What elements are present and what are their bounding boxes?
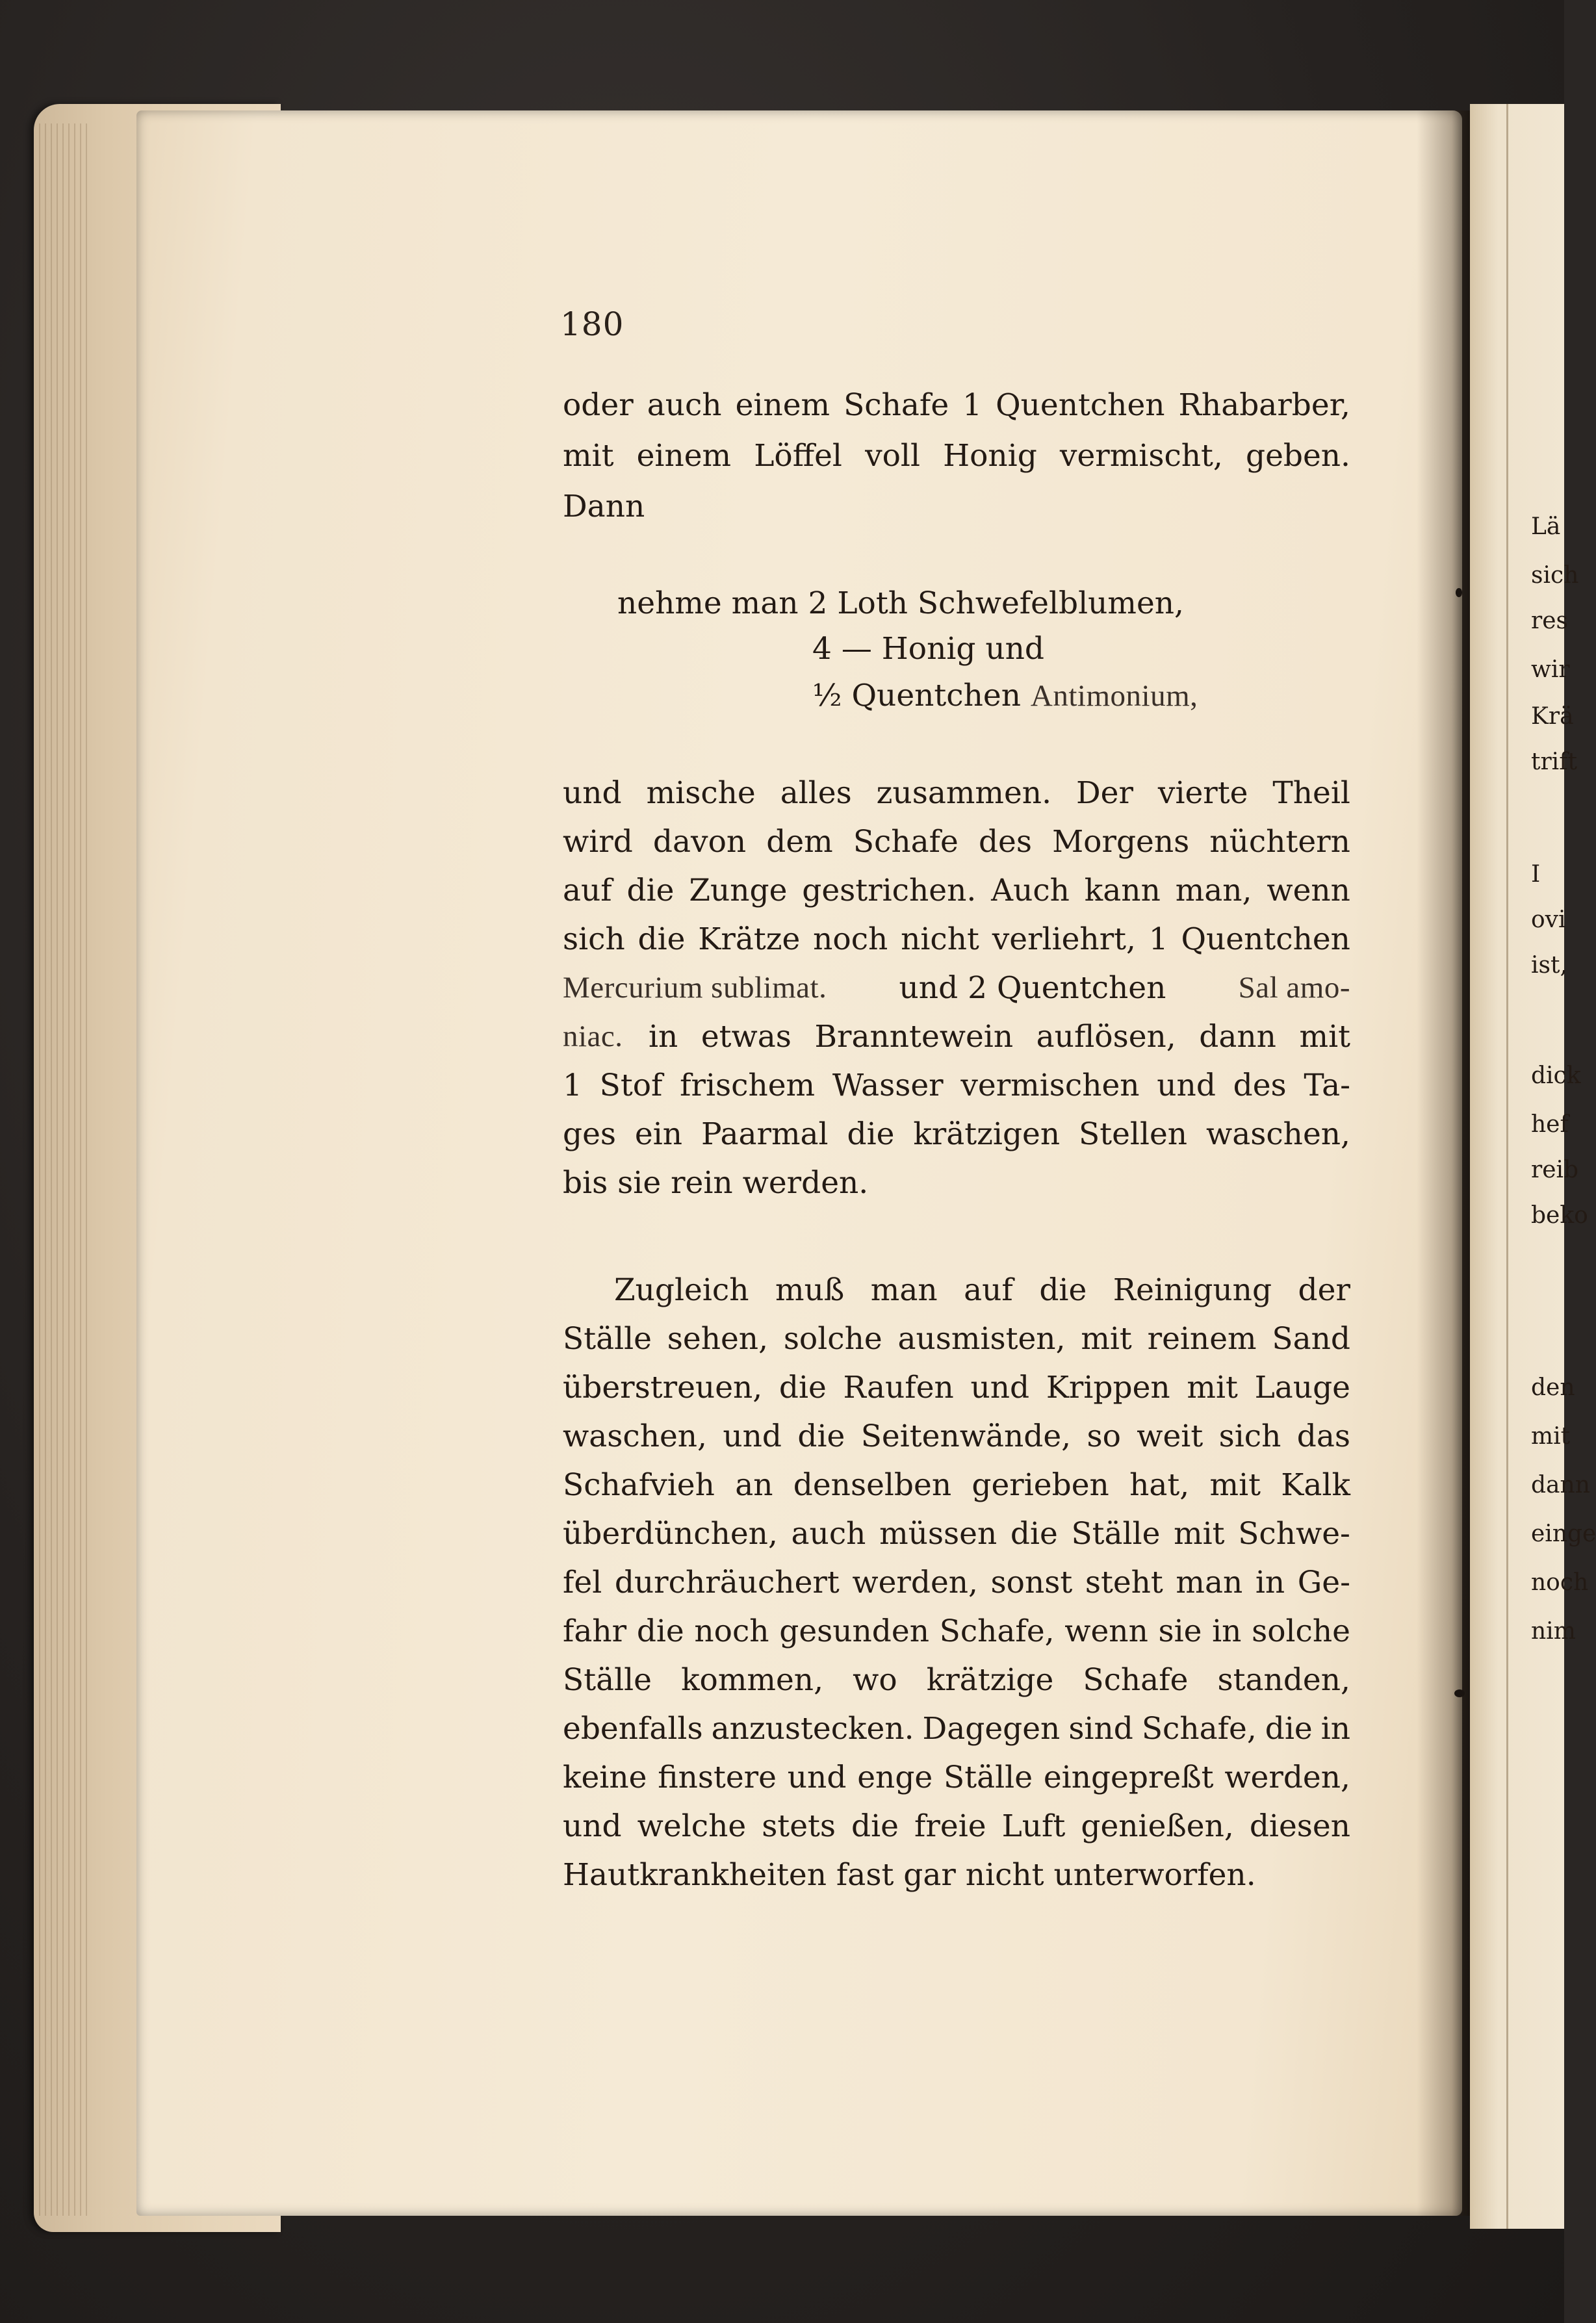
word: ebenfalls (563, 1711, 703, 1747)
word: dem (766, 824, 833, 860)
recipe-text: Quentchen (851, 678, 1021, 713)
word: Theil (1272, 775, 1350, 811)
word: Luft (1001, 1808, 1066, 1844)
word: mit (563, 438, 614, 474)
word: sich (563, 921, 625, 957)
word: die (851, 1808, 899, 1844)
word: noch (813, 921, 888, 957)
word: Lauge (1254, 1370, 1350, 1405)
word: finstere (658, 1760, 777, 1795)
word: Ge- (1297, 1565, 1350, 1600)
word: Schafe (853, 824, 959, 860)
latin-term: niac. (563, 1020, 623, 1053)
word: sind (1068, 1711, 1133, 1747)
facing-page-word: dick (1531, 1062, 1581, 1089)
word: Paarmal (701, 1116, 829, 1152)
word: und (563, 1808, 622, 1844)
word: Reinigung (1113, 1272, 1272, 1308)
word: genießen, (1081, 1808, 1234, 1844)
word: freie (914, 1808, 986, 1844)
word: Quentchen (1181, 921, 1350, 957)
text-line (563, 1372, 1350, 1403)
recipe-line: nehme man 2 Loth Schwefelblumen, (617, 585, 1184, 621)
text-line: bis sie rein werden. (563, 1165, 869, 1201)
word: Seitenwände, (860, 1418, 1072, 1454)
word: Raufen (843, 1370, 954, 1405)
word: gerieben (972, 1467, 1109, 1503)
word: kann (1084, 873, 1161, 908)
word: davon (652, 824, 747, 860)
word: mit (1187, 1370, 1238, 1405)
facing-page-rule (1506, 104, 1508, 2229)
word: Schwe- (1238, 1516, 1350, 1552)
word: Wasser (832, 1068, 944, 1103)
word: zusammen. (876, 775, 1052, 811)
latin-term: Antimonium, (1030, 679, 1198, 713)
facing-page-word: trift (1531, 749, 1577, 775)
word: ein (634, 1116, 683, 1152)
word: die (626, 873, 675, 908)
word: welche (637, 1808, 747, 1844)
word: reinem (1147, 1321, 1257, 1357)
word: einem (636, 438, 732, 474)
word: solche (1252, 1613, 1350, 1649)
word: alles (780, 775, 852, 811)
text-line (563, 970, 1350, 1006)
text-line (563, 824, 1350, 860)
word: waschen, (1205, 1116, 1350, 1152)
word: mit (1174, 1516, 1225, 1552)
word: etwas (701, 1019, 792, 1055)
word: die (847, 1116, 895, 1152)
word: Zunge (689, 873, 788, 908)
word: muß (775, 1272, 845, 1308)
word: überstreuen, (563, 1370, 763, 1405)
word: sich (1218, 1418, 1281, 1454)
word: die (797, 1418, 845, 1454)
word: Krätze (698, 921, 801, 957)
word: sie (1158, 1613, 1202, 1649)
word: enge (857, 1760, 933, 1795)
word: geben. (1245, 438, 1350, 474)
word: in (1255, 1565, 1285, 1600)
book-page (136, 110, 1462, 2216)
word: die (637, 921, 686, 957)
word: dann (1199, 1019, 1276, 1055)
text-line (563, 1613, 1350, 1649)
word: vermischen (960, 1068, 1140, 1103)
word: fel (563, 1565, 602, 1600)
word: Branntewein (814, 1019, 1014, 1055)
word: man, (1175, 873, 1252, 908)
facing-page-word: dann (1531, 1472, 1590, 1498)
facing-page-word: den (1531, 1374, 1575, 1401)
text-line (563, 1711, 1350, 1747)
word: man (870, 1272, 938, 1308)
word: denselben (793, 1467, 952, 1503)
word: wo (853, 1662, 897, 1698)
facing-page-word: reib (1531, 1157, 1579, 1183)
fraction: ½ (812, 678, 842, 713)
gutter-shadow (1417, 110, 1475, 2216)
word: 1 (563, 1068, 582, 1103)
word: Ställe (563, 1662, 652, 1698)
word: Rhabarber, (1178, 387, 1350, 423)
facing-page-word: mit (1531, 1423, 1571, 1450)
facing-page-word: ovi (1531, 906, 1566, 933)
word: werden, (852, 1565, 978, 1600)
word: die (636, 1613, 684, 1649)
word: krätzigen (913, 1116, 1061, 1152)
word: anzustecken. (711, 1711, 914, 1747)
word: Zugleich (614, 1272, 749, 1308)
word: standen, (1217, 1662, 1350, 1698)
text-line (563, 921, 1350, 957)
facing-page-word: I (1531, 861, 1541, 888)
word: Morgens (1052, 824, 1190, 860)
facing-page-word: beko (1531, 1202, 1588, 1229)
text-line (563, 387, 1350, 423)
word: an (735, 1467, 773, 1503)
word: fahr (563, 1613, 627, 1649)
facing-page-word: ist, (1531, 952, 1567, 979)
facing-page-word: noch (1531, 1569, 1589, 1596)
facing-page-word: sich (1531, 562, 1579, 589)
word: Stellen (1079, 1116, 1188, 1152)
word: die (1010, 1516, 1058, 1552)
word: steht (1085, 1565, 1163, 1600)
word: Schafvieh (563, 1467, 715, 1503)
word: Auch (991, 873, 1070, 908)
latin-term: Mercurium sublimat. (563, 971, 827, 1005)
facing-page-word: hef (1531, 1111, 1569, 1138)
word: auflösen, (1036, 1019, 1176, 1055)
text-line (563, 1116, 1350, 1152)
word: auch (647, 387, 722, 423)
text-line (563, 1467, 1350, 1503)
word: Stof (599, 1068, 663, 1103)
word: die (1265, 1711, 1313, 1747)
word: so (1087, 1418, 1121, 1454)
page-number: 180 (560, 305, 624, 343)
recipe-line (812, 680, 1198, 712)
text-fragment (649, 1019, 1350, 1055)
text-line (563, 1762, 1350, 1793)
word: einem (735, 387, 830, 423)
word: in (1320, 1711, 1350, 1747)
word: man (1176, 1565, 1243, 1600)
word: das (1296, 1418, 1350, 1454)
word: voll (865, 438, 920, 474)
word: mit (1209, 1467, 1261, 1503)
facing-page-word: einge (1531, 1521, 1596, 1547)
word: eingepreßt (1043, 1760, 1214, 1795)
word: mit (1299, 1019, 1350, 1055)
recipe-line: 4 — Honig und (812, 631, 1045, 667)
word: des (978, 824, 1032, 860)
word: werden, (1224, 1760, 1350, 1795)
word: Dagegen (922, 1711, 1061, 1747)
word: auf (964, 1272, 1013, 1308)
word: Schafe, (1141, 1711, 1257, 1747)
word: Löffel (754, 438, 842, 474)
word: die (1039, 1272, 1087, 1308)
text-line (563, 1070, 1350, 1101)
word: und (723, 1418, 782, 1454)
word: sonst (990, 1565, 1073, 1600)
word: Schafe (1083, 1662, 1189, 1698)
word: ausmisten, (897, 1321, 1066, 1357)
text-line (614, 1272, 1350, 1308)
word: Ställe (563, 1321, 652, 1357)
facing-page-word: nim (1531, 1618, 1576, 1645)
latin-term: Sal amo- (1238, 971, 1350, 1005)
word: kommen, (681, 1662, 824, 1698)
word: nicht (901, 921, 979, 957)
page-stack-edges (39, 123, 91, 2216)
facing-page-word: res (1531, 608, 1568, 634)
word: gestrichen. (802, 873, 977, 908)
word: und (970, 1370, 1030, 1405)
text-line (563, 438, 1350, 474)
word: 1 (1148, 921, 1168, 957)
facing-page-word: Lä (1531, 513, 1561, 540)
word: Ställe (944, 1760, 1033, 1795)
word: Schafe, (939, 1613, 1055, 1649)
word: wenn (1267, 873, 1350, 908)
word: vierte (1157, 775, 1248, 811)
facing-page-word: Krä (1531, 703, 1574, 730)
word: diesen (1249, 1808, 1350, 1844)
text-line (563, 1516, 1350, 1552)
word: in (1212, 1613, 1242, 1649)
word: auch (791, 1516, 866, 1552)
word: durchräuchert (614, 1565, 840, 1600)
word: wird (563, 824, 633, 860)
word: müssen (879, 1516, 997, 1552)
text-line (563, 1662, 1350, 1698)
word: weit (1137, 1418, 1203, 1454)
word: gesunden (779, 1613, 929, 1649)
speck (1456, 588, 1462, 597)
text-fragment: und 2 Quentchen (899, 970, 1166, 1006)
word: waschen, (563, 1418, 707, 1454)
word: mit (1081, 1321, 1132, 1357)
word: und (1157, 1068, 1216, 1103)
word: Ta- (1304, 1068, 1350, 1103)
word: noch (694, 1613, 769, 1649)
word: hat, (1129, 1467, 1190, 1503)
word: und (563, 775, 622, 811)
word: Krippen (1046, 1370, 1170, 1405)
facing-page-word: wir (1531, 656, 1570, 683)
word: Ställe (1071, 1516, 1161, 1552)
word: die (779, 1370, 827, 1405)
word: solche (783, 1321, 882, 1357)
word: Schafe (843, 387, 949, 423)
word: vermischt, (1059, 438, 1223, 474)
word: ges (563, 1116, 617, 1152)
word: Quentchen (996, 387, 1165, 423)
text-line: Hautkrankheiten fast gar nicht unterworfen. (563, 1857, 1256, 1893)
word: frischem (680, 1068, 816, 1103)
word: auf (563, 873, 612, 908)
word: wenn (1064, 1613, 1148, 1649)
text-line: Dann (563, 489, 645, 524)
word: des (1233, 1068, 1287, 1103)
text-line (563, 775, 1350, 811)
text-line (563, 875, 1350, 906)
word: stets (762, 1808, 836, 1844)
text-line (563, 1321, 1350, 1357)
word: der (1298, 1272, 1350, 1308)
word: nüchtern (1209, 824, 1350, 860)
word: Sand (1272, 1321, 1350, 1357)
word: verliehrt, (992, 921, 1136, 957)
word: Kalk (1281, 1467, 1350, 1503)
word: sehen, (667, 1321, 769, 1357)
text-line (563, 1019, 1350, 1055)
word: überdünchen, (563, 1516, 778, 1552)
word: Der (1075, 775, 1133, 811)
text-line (563, 1567, 1350, 1598)
word: mische (646, 775, 756, 811)
word: Honig (943, 438, 1037, 474)
word: keine (563, 1760, 647, 1795)
speck (1454, 1689, 1465, 1697)
word: 1 (962, 387, 983, 423)
word: und (787, 1760, 847, 1795)
word: krätzige (926, 1662, 1054, 1698)
word: oder (563, 387, 634, 423)
text-line (563, 1808, 1350, 1844)
word: in (649, 1019, 678, 1055)
text-line (563, 1418, 1350, 1454)
